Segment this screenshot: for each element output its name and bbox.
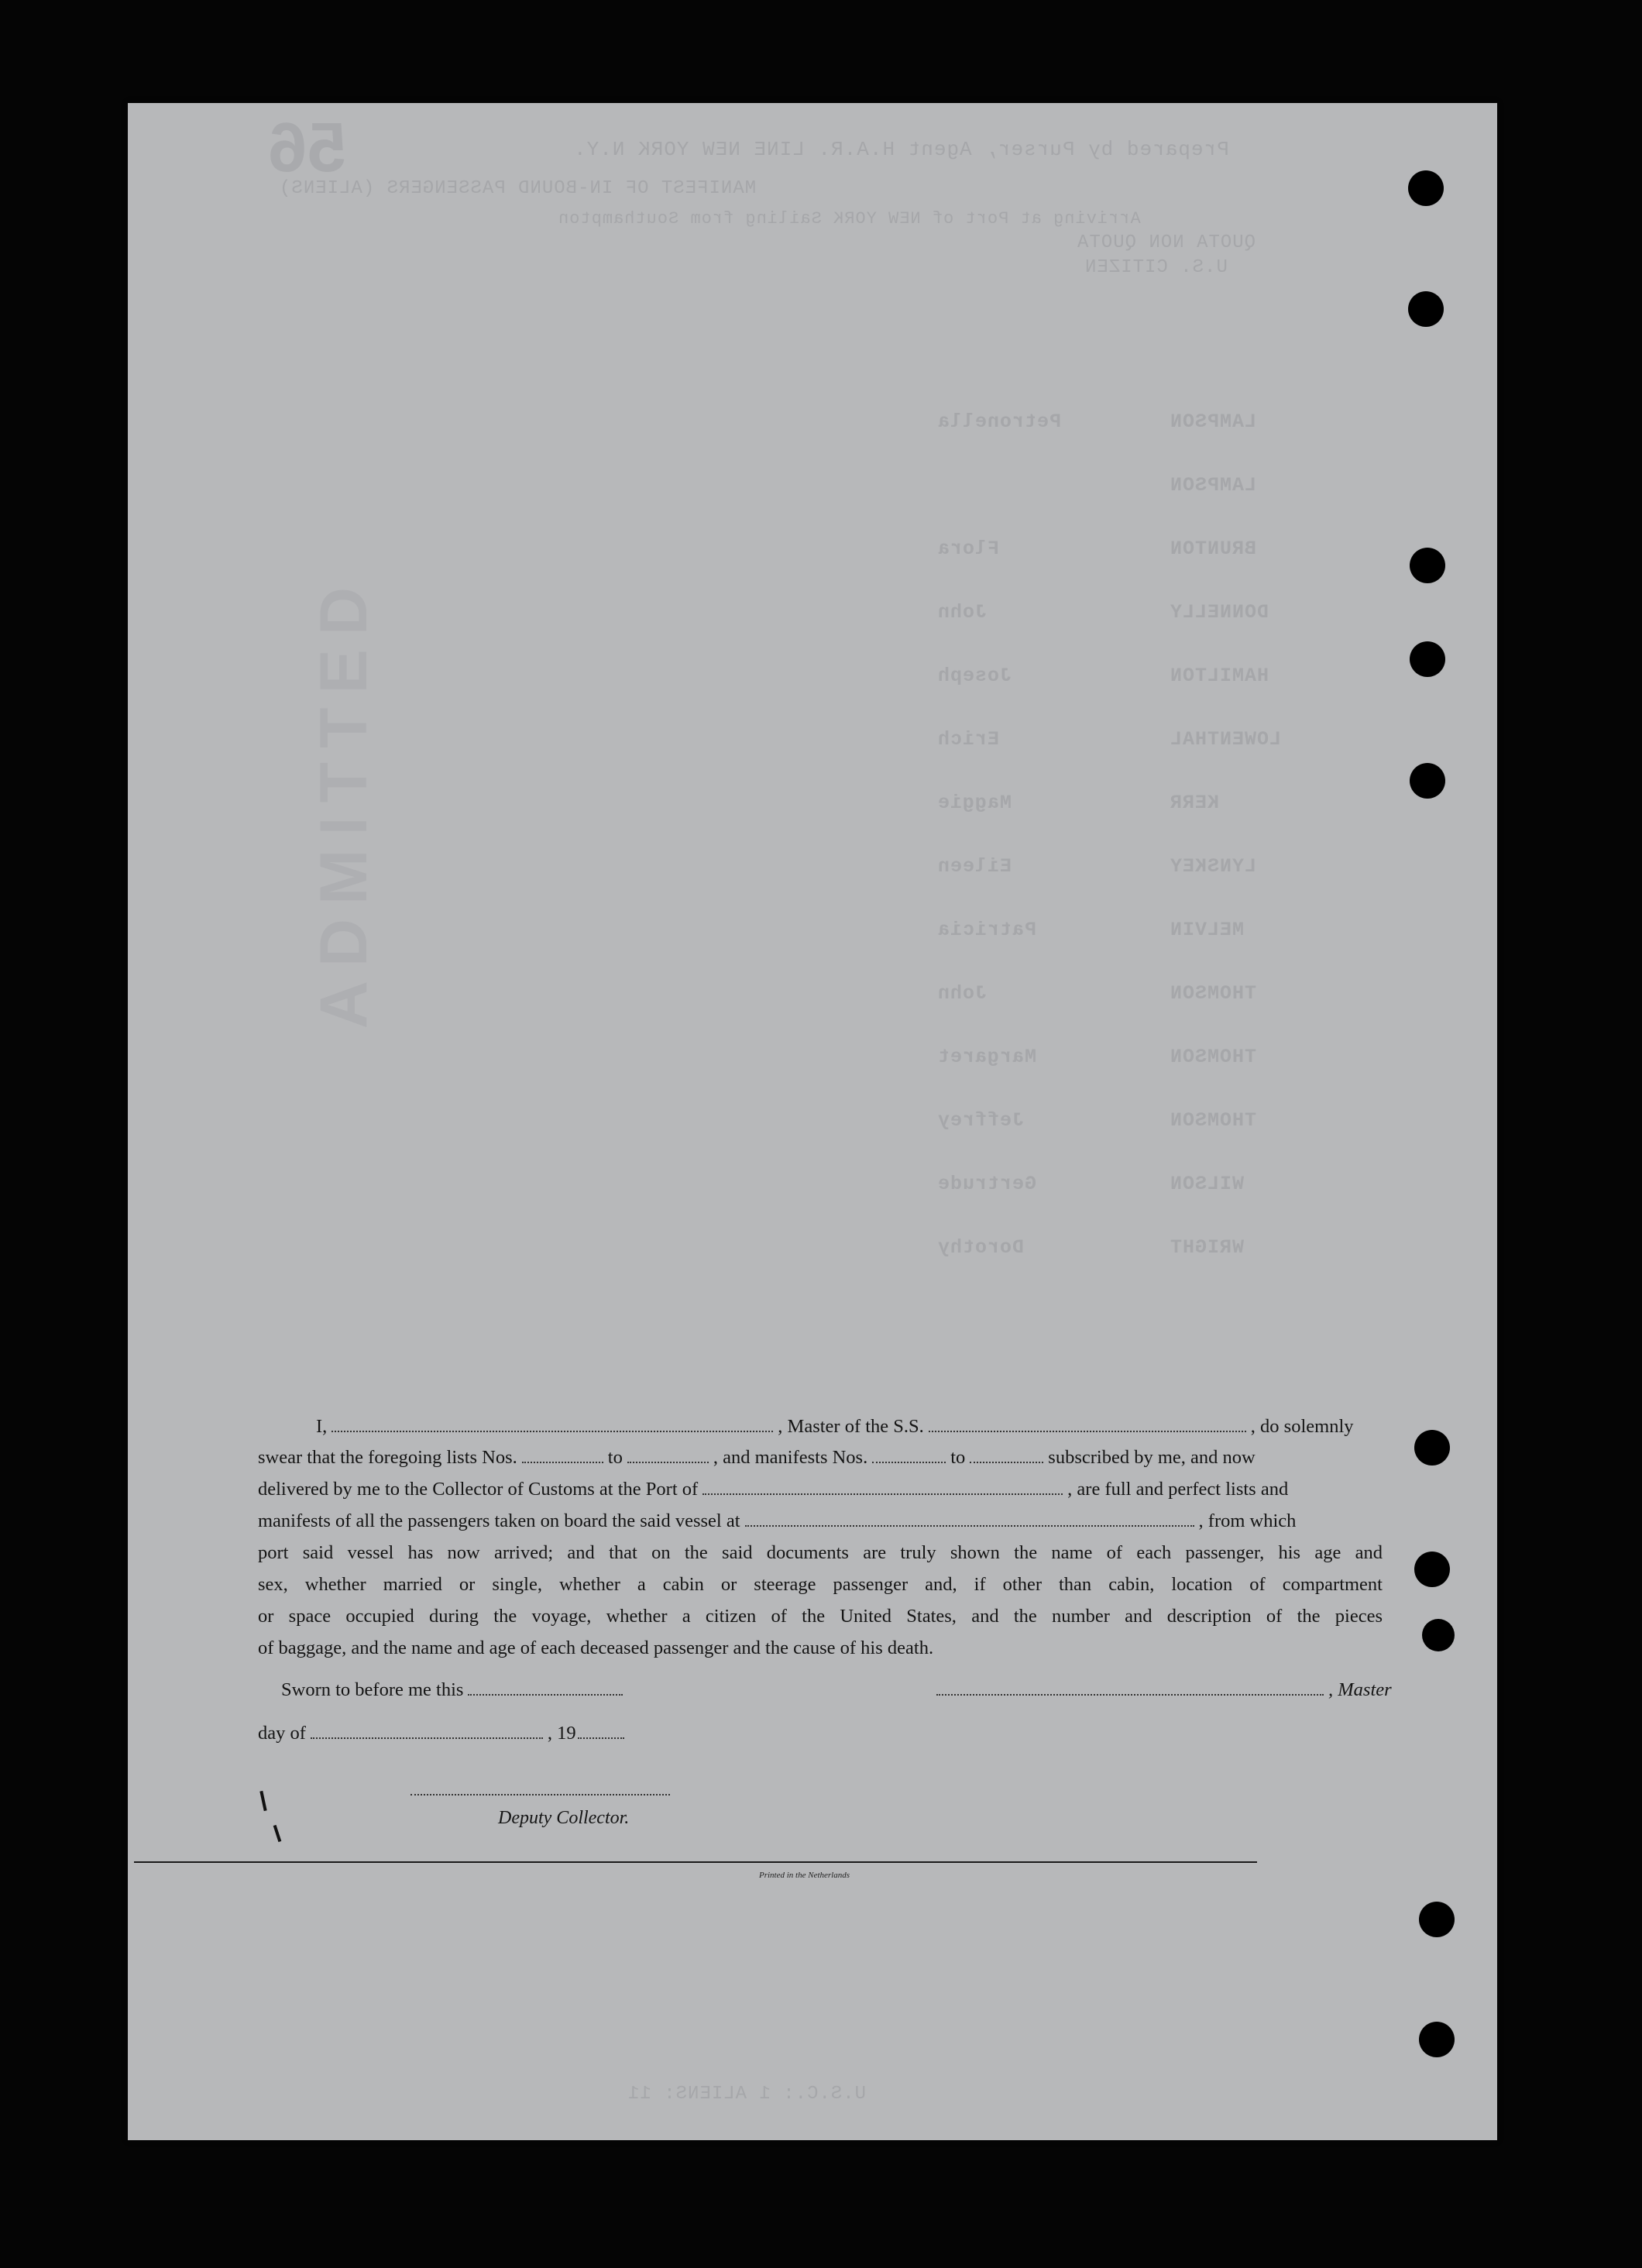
oath-line-8: of baggage, and the name and age of each deceased passenger and the cause of his death.: [258, 1637, 934, 1658]
bleed-surname: HAMILTON: [1170, 665, 1269, 687]
bleed-surname: BRUNTON: [1170, 538, 1257, 560]
bleed-surname: THOMSON: [1170, 1109, 1257, 1132]
manifest-sheet: [128, 103, 1497, 2140]
day-of-line: day of , 19: [258, 1723, 629, 1744]
deputy-signature-blank[interactable]: [410, 1794, 670, 1796]
year-blank[interactable]: [578, 1723, 624, 1739]
bleed-surname: WILSON: [1170, 1173, 1245, 1195]
bleed-given-name: Jeffrey: [937, 1109, 1025, 1132]
master-signature-blank[interactable]: [936, 1680, 1324, 1696]
punch-hole: [1408, 291, 1444, 327]
bleed-header-left-2: U.S. CITIZEN: [1084, 257, 1228, 278]
oath-line-6: sex, whether married or single, whether a cabin or steerage passenger and, if other than cabin, location of compartment: [258, 1574, 1383, 1595]
bleed-surname: LOWENTHAL: [1170, 728, 1282, 751]
bleed-header-left-1: QUOTA NON QUOTA: [1077, 232, 1256, 253]
lists-to-blank[interactable]: [627, 1448, 709, 1463]
bleed-vertical-stamp: ADMITTED: [307, 573, 381, 1029]
bleed-given-name: Joseph: [937, 665, 1012, 687]
punch-hole: [1422, 1619, 1455, 1651]
oath-line-5: port said vessel has now arrived; and that on the said documents are truly shown the name of each passenger, his age and: [258, 1542, 1383, 1563]
bleed-surname: LAMPSON: [1170, 411, 1257, 433]
bleed-header-3: Arriving at Port of NEW YORK Sailing from Southampton: [558, 209, 1141, 229]
punch-hole: [1410, 641, 1445, 677]
punch-hole: [1414, 1552, 1450, 1587]
lists-from-blank[interactable]: [522, 1448, 603, 1463]
punch-hole: [1410, 548, 1445, 583]
bleed-surname: LAMPSON: [1170, 474, 1257, 497]
bleed-given-name: Flora: [937, 538, 1000, 560]
bleed-given-name: Gertrude: [937, 1173, 1037, 1195]
bleed-given-name: Dorothy: [937, 1236, 1025, 1259]
master-signature-line: , Master: [932, 1679, 1392, 1701]
bleed-surname: DONNELLY: [1170, 601, 1269, 624]
departure-port-blank[interactable]: [745, 1511, 1194, 1527]
bleed-given-name: Petronella: [937, 411, 1062, 433]
bleed-given-name: John: [937, 982, 988, 1005]
oath-line-7: or space occupied during the voyage, whether a citizen of the United States, and the number and description of the pieces: [258, 1606, 1383, 1627]
bleed-given-name: John: [937, 601, 988, 624]
oath-line-4: manifests of all the passengers taken on board the said vessel at , from which: [258, 1510, 1297, 1531]
sworn-line: Sworn to before me this: [281, 1679, 627, 1701]
bleed-stamp-number: 56: [267, 109, 347, 187]
master-name-blank[interactable]: [331, 1417, 773, 1432]
bleed-header-2: MANIFEST OF IN-BOUND PASSENGERS (ALIENS): [279, 178, 757, 199]
punch-hole: [1419, 2022, 1455, 2057]
bleed-surname: MELVIN: [1170, 919, 1245, 941]
footer-rule: [134, 1861, 1257, 1863]
bleed-given-name: Patricia: [937, 919, 1037, 941]
punch-hole: [1419, 1902, 1455, 1937]
printed-in-label: Printed in the Netherlands: [759, 1871, 850, 1880]
oath-line-2: swear that the foregoing lists Nos. to , and manifests Nos. to subscribed by me, and now: [258, 1447, 1256, 1468]
vessel-name-blank[interactable]: [929, 1417, 1246, 1432]
bleed-surname: THOMSON: [1170, 982, 1257, 1005]
deputy-collector-label: Deputy Collector.: [498, 1808, 630, 1828]
bleed-surname: LYNSKEY: [1170, 855, 1257, 878]
bleed-bottom-text: U.S.C.: 1 ALIENS: 11: [627, 2084, 867, 2105]
bleed-given-name: Eileen: [937, 855, 1012, 878]
punch-hole: [1410, 763, 1445, 799]
day-of-blank[interactable]: [311, 1723, 543, 1739]
manifests-from-blank[interactable]: [872, 1448, 946, 1463]
bleed-surname: KERR: [1170, 792, 1220, 814]
oath-line-1: I, , Master of the S.S. , do solemnly: [316, 1416, 1354, 1437]
bleed-given-name: Margaret: [937, 1046, 1037, 1068]
bleed-surname: WRIGHT: [1170, 1236, 1245, 1259]
sworn-date-blank[interactable]: [468, 1680, 623, 1696]
bleed-given-name: Erich: [937, 728, 1000, 751]
bleed-given-name: Maggie: [937, 792, 1012, 814]
bleed-header-1: Prepared by Purser, Agent H.A.R. LINE NEW YORK N.Y.: [573, 138, 1229, 161]
bleed-surname: THOMSON: [1170, 1046, 1257, 1068]
manifests-to-blank[interactable]: [970, 1448, 1043, 1463]
port-blank[interactable]: [702, 1479, 1063, 1495]
punch-hole: [1408, 170, 1444, 206]
oath-line-3: delivered by me to the Collector of Customs at the Port of , are full and perfect lists and: [258, 1479, 1289, 1500]
